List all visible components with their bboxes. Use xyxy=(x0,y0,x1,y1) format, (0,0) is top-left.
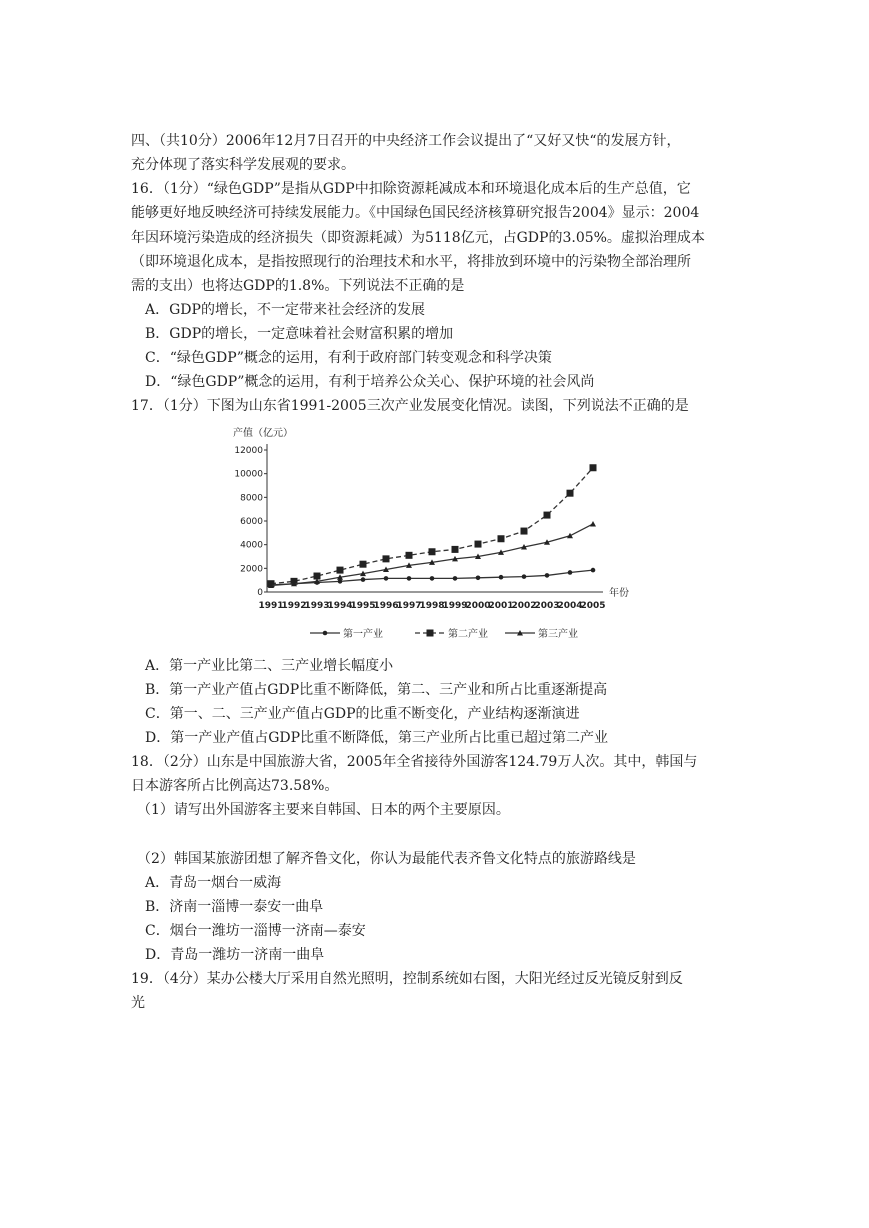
q18-option-b: B．济南一淄博一泰安一曲阜 xyxy=(145,899,324,915)
y-tick-label: 8000 xyxy=(240,493,263,504)
section-4-heading: 四、（共10分）2006年12月7日召开的中央经济工作会议提出了“又好又快“的发展方针， xyxy=(131,133,681,149)
data-point xyxy=(476,576,481,581)
x-tick-label: 2005 xyxy=(580,601,606,611)
data-point xyxy=(430,576,435,581)
x-tick-label: 2001 xyxy=(488,601,514,611)
data-point xyxy=(499,575,504,580)
data-point xyxy=(338,579,343,584)
q16-stem-line: （即环境退化成本，是指按照现行的治理技术和水平，将排放到环境中的污染物全部治理所 xyxy=(131,254,691,270)
x-tick-label: 1996 xyxy=(373,601,399,611)
data-point xyxy=(590,521,596,527)
q18-stem-line: 18．（2分）山东是中国旅游大省，2005年全省接待外国游客124.79万人次。其中，韩国与 xyxy=(131,754,698,770)
data-point xyxy=(383,555,390,562)
data-point xyxy=(384,576,389,581)
x-tick-label: 1999 xyxy=(442,601,468,611)
x-axis-label: 年份 xyxy=(609,588,629,599)
y-tick-label: 6000 xyxy=(240,517,263,527)
x-tick-label: 1997 xyxy=(396,601,422,611)
y-axis-label: 产值（亿元） xyxy=(233,428,293,439)
x-tick-label: 1992 xyxy=(281,601,307,611)
data-point xyxy=(360,561,367,568)
data-point xyxy=(453,576,458,581)
q16-option-c: C．“绿色GDP”概念的运用，有利于政府部门转变观念和科学决策 xyxy=(145,350,552,366)
q17-option-a: A．第一产业比第二、三产业增长幅度小 xyxy=(145,658,394,674)
data-point xyxy=(452,546,459,553)
x-tick-label: 1994 xyxy=(327,601,353,611)
industry-output-chart xyxy=(225,420,629,650)
series-square xyxy=(268,464,597,587)
x-tick-label: 1998 xyxy=(419,601,445,611)
q17-option-c: C．第一、二、三产业产值占GDP的比重不断变化，产业结构逐渐演进 xyxy=(145,706,580,722)
y-tick-label: 4000 xyxy=(240,540,263,551)
data-point xyxy=(521,528,528,535)
series-line xyxy=(271,468,593,584)
q18-option-d: D．青岛一潍坊一济南一曲阜 xyxy=(145,947,325,963)
data-point xyxy=(591,568,596,573)
q16-option-b: B．GDP的增长，一定意味着社会财富积累的增加 xyxy=(145,326,454,342)
q17-option-b: B．第一产业产值占GDP比重不断降低，第二、三产业和所占比重逐渐提高 xyxy=(145,682,608,698)
x-tick-label: 2004 xyxy=(557,601,583,611)
data-point xyxy=(522,574,527,579)
data-point xyxy=(568,570,573,575)
data-point xyxy=(567,533,573,539)
q17-stem: 17．（1分）下图为山东省1991-2005三次产业发展变化情况。读图，下列说法不正确的是 xyxy=(131,398,689,414)
q18-option-a: A．青岛一烟台一威海 xyxy=(145,875,282,891)
x-tick-label: 1991 xyxy=(258,601,284,611)
q19-stem-line: 19．（4分）某办公楼大厅采用自然光照明，控制系统如右图，大阳光经过反光镜反射到反 xyxy=(131,971,683,987)
data-point xyxy=(498,535,505,542)
q16-option-d: D．“绿色GDP”概念的运用，有利于培养公众关心、保护环境的社会风尚 xyxy=(145,374,595,390)
data-point xyxy=(407,576,412,581)
data-point xyxy=(544,512,551,519)
y-tick-label: 2000 xyxy=(240,564,263,575)
q16-stem-line: 需的支出）也将达GDP的1.8%。下列说法不正确的是 xyxy=(131,278,465,294)
legend-label: 第三产业 xyxy=(538,629,578,640)
q17-option-d: D．第一产业产值占GDP比重不断降低，第三产业所占比重已超过第二产业 xyxy=(145,730,609,746)
legend-label: 第二产业 xyxy=(448,629,488,640)
q18-option-c: C．烟台一潍坊一淄博一济南—泰安 xyxy=(145,923,366,939)
section-4-heading-cont: 充分体现了落实科学发展观的要求。 xyxy=(131,157,355,173)
x-tick-label: 1995 xyxy=(350,601,376,611)
data-point xyxy=(406,552,413,559)
y-tick-label: 0 xyxy=(257,588,263,598)
data-point xyxy=(545,573,550,578)
data-point xyxy=(427,630,434,637)
data-point xyxy=(590,464,597,471)
q16-stem-line: 年因环境污染造成的经济损失（即资源耗减）为5118亿元，占GDP的3.05%。虚拟治理成本 xyxy=(131,230,705,246)
x-tick-label: 1993 xyxy=(304,601,330,611)
data-point xyxy=(323,631,328,636)
y-tick-label: 12000 xyxy=(234,446,263,456)
q16-option-a: A．GDP的增长，不一定带来社会经济的发展 xyxy=(145,302,425,318)
x-tick-label: 2003 xyxy=(534,601,560,611)
y-tick-label: 10000 xyxy=(234,469,263,480)
q18-part-1: （1）请写出外国游客主要来自韩国、日本的两个主要原因。 xyxy=(137,802,510,818)
data-point xyxy=(337,567,344,574)
data-point xyxy=(475,541,482,548)
x-tick-label: 2002 xyxy=(511,601,537,611)
data-point xyxy=(361,577,366,582)
legend-label: 第一产业 xyxy=(343,629,383,640)
q18-stem-line: 日本游客所占比例高达73.58%。 xyxy=(131,778,339,794)
q19-stem-line: 光 xyxy=(131,995,145,1011)
q16-stem-line: 16．（1分）“绿色GDP”是指从GDP中扣除资源耗减成本和环境退化成本后的生产总值，它 xyxy=(131,181,691,197)
q18-part-2: （2）韩国某旅游团想了解齐鲁文化，你认为最能代表齐鲁文化特点的旅游路线是 xyxy=(137,851,636,867)
x-tick-label: 2000 xyxy=(465,601,491,611)
data-point xyxy=(567,490,574,497)
data-point xyxy=(429,548,436,555)
q16-stem-line: 能够更好地反映经济可持续发展能力。《中国绿色国民经济核算研究报告2004》显示：2004 xyxy=(131,205,700,221)
